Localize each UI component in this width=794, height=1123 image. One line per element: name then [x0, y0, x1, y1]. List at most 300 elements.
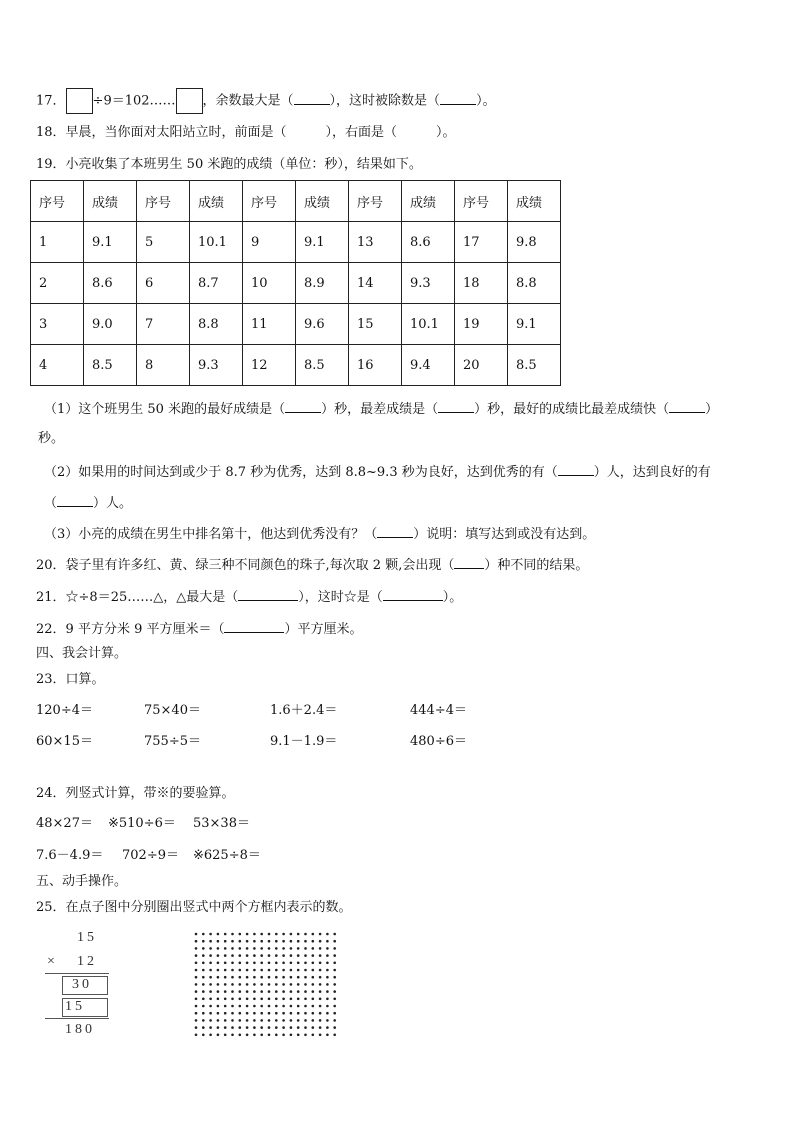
grid-dot: [275, 1012, 278, 1015]
grid-dot: [268, 998, 271, 1001]
grid-dot: [209, 1034, 212, 1037]
grid-dot: [202, 933, 205, 936]
grid-dot: [333, 990, 336, 993]
table-cell: 8.9: [296, 263, 349, 304]
table-cell: 8: [137, 345, 190, 386]
grid-dot: [304, 962, 307, 965]
grid-dot: [260, 976, 263, 979]
q24-item-5: 702÷9＝: [122, 848, 179, 863]
grid-dot: [275, 940, 278, 943]
grid-dot: [290, 1026, 293, 1029]
blank-excellent-count[interactable]: [558, 463, 594, 476]
grid-dot: [268, 940, 271, 943]
table-cell: 10.1: [190, 222, 243, 263]
grid-dot: [297, 1005, 300, 1008]
grid-dot: [195, 933, 198, 936]
grid-dot: [275, 954, 278, 957]
grid-dot: [312, 990, 315, 993]
grid-dot: [202, 1026, 205, 1029]
grid-dot: [290, 940, 293, 943]
table-header-cell: 序号: [137, 181, 190, 222]
grid-dot: [268, 933, 271, 936]
grid-dot: [282, 976, 285, 979]
blank-max-remainder[interactable]: [294, 92, 330, 105]
grid-dot: [304, 933, 307, 936]
calc-multiplier: 12: [77, 954, 97, 969]
grid-dot: [326, 940, 329, 943]
grid-dot: [319, 954, 322, 957]
grid-dot: [326, 969, 329, 972]
table-cell: 8.5: [84, 345, 137, 386]
q20-text-a: 20．袋子里有许多红、黄、绿三种不同颜色的珠子,每次取 2 颗,会出现（: [36, 558, 455, 573]
grid-dot: [319, 976, 322, 979]
grid-dot: [253, 1034, 256, 1037]
grid-dot: [268, 954, 271, 957]
grid-dot: [290, 969, 293, 972]
grid-dot: [253, 933, 256, 936]
blank-good-count[interactable]: [57, 494, 93, 507]
grid-dot: [239, 954, 242, 957]
multiply-sign: ×: [47, 954, 55, 969]
q22-text-a: 22．9 平方分米 9 平方厘米＝（: [36, 622, 225, 637]
grid-dot: [297, 983, 300, 986]
calc-rule-2: [45, 1018, 109, 1019]
grid-dot: [282, 1019, 285, 1022]
grid-dot: [253, 1019, 256, 1022]
grid-dot: [231, 933, 234, 936]
grid-dot: [224, 969, 227, 972]
q19-sub2-cont: [44, 494, 132, 512]
grid-dot: [217, 1012, 220, 1015]
q19-sub1-text-b: ）秒，最差成绩是（: [321, 402, 439, 417]
grid-dot: [195, 1034, 198, 1037]
q19-sub2-text-d: ）人。: [93, 496, 133, 511]
q23-item-7: 9.1－1.9＝: [270, 734, 338, 749]
grid-dot: [253, 1012, 256, 1015]
table-cell: 10.1: [402, 304, 455, 345]
grid-dot: [217, 990, 220, 993]
grid-dot: [195, 962, 198, 965]
grid-dot: [297, 998, 300, 1001]
grid-dot: [282, 962, 285, 965]
grid-dot: [195, 947, 198, 950]
grid-dot: [319, 1019, 322, 1022]
grid-dot: [195, 990, 198, 993]
question-19: 19．小亮收集了本班男生 50 米跑的成绩（单位：秒），结果如下。: [36, 157, 422, 172]
grid-dot: [202, 1005, 205, 1008]
grid-dot: [282, 1012, 285, 1015]
answer-box-remainder[interactable]: [176, 88, 203, 114]
q17-expression: ÷9＝102……: [92, 93, 176, 109]
table-header-cell: 成绩: [402, 181, 455, 222]
grid-dot: [275, 933, 278, 936]
section-5-heading: 五、动手操作。: [36, 874, 128, 889]
grid-dot: [297, 947, 300, 950]
grid-dot: [209, 947, 212, 950]
grid-dot: [195, 954, 198, 957]
table-row: [31, 222, 561, 263]
table-cell: 12: [243, 345, 296, 386]
grid-dot: [239, 1019, 242, 1022]
grid-dot: [195, 1012, 198, 1015]
grid-dot: [246, 1034, 249, 1037]
grid-dot: [290, 933, 293, 936]
blank-worst-score[interactable]: [438, 400, 474, 413]
grid-dot: [260, 1005, 263, 1008]
grid-dot: [209, 1019, 212, 1022]
grid-dot: [260, 998, 263, 1001]
table-cell: 5: [137, 222, 190, 263]
grid-dot: [231, 969, 234, 972]
q20-text-b: ）种不同的结果。: [484, 558, 589, 573]
grid-dot: [304, 990, 307, 993]
grid-dot: [333, 1034, 336, 1037]
grid-dot: [260, 1034, 263, 1037]
grid-dot: [312, 1019, 315, 1022]
grid-dot: [224, 983, 227, 986]
grid-dot: [246, 954, 249, 957]
table-cell: 9.4: [402, 345, 455, 386]
grid-dot: [268, 1012, 271, 1015]
q23-item-4: 444÷4＝: [410, 703, 467, 718]
grid-dot: [319, 962, 322, 965]
grid-dot: [297, 940, 300, 943]
q17-text-c: ）。: [476, 93, 496, 109]
grid-dot: [202, 983, 205, 986]
calc-partial-1: 30: [72, 977, 92, 992]
table-cell: 8.5: [508, 345, 561, 386]
grid-dot: [312, 1034, 315, 1037]
grid-dot: [195, 1026, 198, 1029]
blank-difference[interactable]: [669, 400, 705, 413]
grid-dot: [312, 976, 315, 979]
q19-sub1-text-a: （1）这个班男生 50 米跑的最好成绩是（: [44, 402, 286, 417]
table-cell: 8.7: [190, 263, 243, 304]
q19-sub3-text-a: （3）小亮的成绩在男生中排名第十，他达到优秀没有？（: [44, 527, 378, 542]
table-row: [31, 345, 561, 386]
grid-dot: [290, 1034, 293, 1037]
grid-dot: [253, 940, 256, 943]
grid-dot: [239, 1026, 242, 1029]
grid-dot: [304, 1026, 307, 1029]
grid-dot: [217, 940, 220, 943]
grid-dot: [268, 983, 271, 986]
q19-sub2-text-c: （: [44, 496, 58, 511]
q23-item-5: 60×15＝: [36, 734, 93, 749]
grid-dot: [260, 1019, 263, 1022]
grid-dot: [333, 976, 336, 979]
grid-dot: [246, 983, 249, 986]
grid-dot: [209, 990, 212, 993]
grid-dot: [282, 954, 285, 957]
grid-dot: [231, 954, 234, 957]
q21-text-b: ），这时☆是（: [298, 590, 383, 605]
grid-dot: [231, 947, 234, 950]
grid-dot: [268, 969, 271, 972]
grid-dot: [260, 983, 263, 986]
grid-dot: [319, 1026, 322, 1029]
grid-dot: [217, 933, 220, 936]
grid-dot: [333, 1005, 336, 1008]
grid-dot: [209, 983, 212, 986]
grid-dot: [209, 940, 212, 943]
question-22: [36, 620, 363, 638]
grid-dot: [231, 1012, 234, 1015]
grid-dot: [282, 969, 285, 972]
grid-dot: [260, 933, 263, 936]
grid-dot: [224, 998, 227, 1001]
table-cell: 17: [455, 222, 508, 263]
grid-dot: [312, 947, 315, 950]
table-cell: 14: [349, 263, 402, 304]
grid-dot: [333, 1026, 336, 1029]
grid-dot: [231, 1026, 234, 1029]
grid-dot: [326, 1005, 329, 1008]
table-header-cell: 序号: [349, 181, 402, 222]
q24-item-4: 7.6－4.9＝: [36, 848, 104, 863]
table-header-cell: 成绩: [190, 181, 243, 222]
section-4-heading: 四、我会计算。: [36, 646, 128, 661]
grid-dot: [217, 954, 220, 957]
grid-dot: [195, 976, 198, 979]
grid-dot: [304, 947, 307, 950]
blank-dividend[interactable]: [440, 92, 476, 105]
grid-dot: [319, 969, 322, 972]
grid-dot: [333, 969, 336, 972]
grid-dot: [312, 1026, 315, 1029]
table-cell: 8.8: [508, 263, 561, 304]
grid-dot: [282, 998, 285, 1001]
grid-dot: [202, 998, 205, 1001]
grid-dot: [312, 1005, 315, 1008]
grid-dot: [224, 947, 227, 950]
grid-dot: [304, 998, 307, 1001]
table-cell: 9.8: [508, 222, 561, 263]
grid-dot: [231, 1019, 234, 1022]
grid-dot: [290, 1019, 293, 1022]
grid-dot: [209, 962, 212, 965]
grid-dot: [333, 998, 336, 1001]
grid-dot: [312, 933, 315, 936]
grid-dot: [260, 940, 263, 943]
question-17: [36, 88, 496, 114]
calc-top-number: 15: [77, 930, 97, 945]
grid-dot: [253, 969, 256, 972]
q19-sub3: [44, 525, 595, 543]
grid-dot: [224, 1005, 227, 1008]
grid-dot: [224, 990, 227, 993]
grid-dot: [319, 983, 322, 986]
grid-dot: [239, 1012, 242, 1015]
q19-sub3-text-b: ）说明：填写达到或没有达到。: [413, 527, 596, 542]
grid-dot: [209, 954, 212, 957]
grid-dot: [312, 983, 315, 986]
table-cell: 13: [349, 222, 402, 263]
grid-dot: [297, 969, 300, 972]
calc-partial-2: 15: [65, 999, 85, 1014]
table-cell: 8.6: [402, 222, 455, 263]
grid-dot: [231, 983, 234, 986]
grid-dot: [260, 947, 263, 950]
question-18: 18．早晨，当你面对太阳站立时，前面是（ ），右面是（ ）。: [36, 125, 456, 140]
blank-star[interactable]: [383, 588, 443, 601]
grid-dot: [282, 983, 285, 986]
grid-dot: [202, 990, 205, 993]
grid-dot: [217, 1005, 220, 1008]
q23-item-3: 1.6＋2.4＝: [270, 703, 338, 718]
grid-dot: [275, 983, 278, 986]
grid-dot: [209, 976, 212, 979]
grid-dot: [246, 976, 249, 979]
q17-text-b: ），这时被除数是（: [329, 93, 441, 109]
blank-square-cm[interactable]: [224, 620, 284, 633]
grid-dot: [268, 990, 271, 993]
blank-reached-excellent[interactable]: [377, 525, 413, 538]
grid-dot: [195, 940, 198, 943]
blank-max-triangle[interactable]: [238, 588, 298, 601]
grid-dot: [275, 969, 278, 972]
grid-dot: [275, 1005, 278, 1008]
grid-dot: [297, 1026, 300, 1029]
grid-dot: [217, 1034, 220, 1037]
grid-dot: [326, 1012, 329, 1015]
grid-dot: [239, 969, 242, 972]
grid-dot: [275, 998, 278, 1001]
grid-dot: [304, 940, 307, 943]
grid-dot: [275, 947, 278, 950]
question-25-title: 25．在点子图中分别圈出竖式中两个方框内表示的数。: [36, 900, 352, 915]
grid-dot: [268, 976, 271, 979]
grid-dot: [195, 983, 198, 986]
grid-dot: [239, 1005, 242, 1008]
scores-table: [30, 180, 561, 386]
grid-dot: [239, 1034, 242, 1037]
table-header-row: [31, 181, 561, 222]
grid-dot: [297, 976, 300, 979]
grid-dot: [326, 998, 329, 1001]
grid-dot: [209, 933, 212, 936]
grid-dot: [217, 947, 220, 950]
grid-dot: [231, 976, 234, 979]
grid-dot: [217, 998, 220, 1001]
grid-dot: [297, 954, 300, 957]
grid-dot: [217, 969, 220, 972]
question-21: [36, 588, 462, 606]
grid-dot: [312, 954, 315, 957]
grid-dot: [231, 1005, 234, 1008]
grid-dot: [297, 933, 300, 936]
q17-number: 17．: [36, 93, 66, 109]
table-header-cell: 成绩: [508, 181, 561, 222]
grid-dot: [333, 933, 336, 936]
grid-dot: [326, 933, 329, 936]
table-cell: 8.6: [84, 263, 137, 304]
grid-dot: [195, 1005, 198, 1008]
grid-dot: [290, 1012, 293, 1015]
q17-text-a: ，余数最大是（: [202, 93, 294, 109]
grid-dot: [333, 1019, 336, 1022]
table-cell: 9.3: [402, 263, 455, 304]
grid-dot: [224, 976, 227, 979]
grid-dot: [333, 1012, 336, 1015]
grid-dot: [260, 954, 263, 957]
grid-dot: [209, 969, 212, 972]
table-cell: 3: [31, 304, 84, 345]
grid-dot: [304, 983, 307, 986]
grid-dot: [282, 1034, 285, 1037]
grid-dot: [246, 969, 249, 972]
grid-dot: [253, 947, 256, 950]
table-cell: 9.1: [296, 222, 349, 263]
grid-dot: [333, 947, 336, 950]
grid-dot: [312, 962, 315, 965]
q21-text-c: ）。: [442, 590, 463, 605]
grid-dot: [290, 1005, 293, 1008]
grid-dot: [312, 969, 315, 972]
grid-dot: [275, 962, 278, 965]
answer-box-dividend[interactable]: [66, 88, 93, 114]
grid-dot: [231, 990, 234, 993]
grid-dot: [290, 976, 293, 979]
grid-dot: [202, 1034, 205, 1037]
table-cell: 9.3: [190, 345, 243, 386]
grid-dot: [312, 1012, 315, 1015]
grid-dot: [326, 983, 329, 986]
grid-dot: [253, 998, 256, 1001]
grid-dot: [246, 1019, 249, 1022]
blank-best-score[interactable]: [285, 400, 321, 413]
grid-dot: [319, 998, 322, 1001]
table-cell: 9.6: [296, 304, 349, 345]
q19-sub1: [44, 400, 718, 418]
grid-dot: [312, 940, 315, 943]
grid-dot: [282, 1026, 285, 1029]
grid-dot: [319, 947, 322, 950]
q19-sub1-text-c: ）秒，最好的成绩比最差成绩快（: [474, 402, 670, 417]
grid-dot: [231, 998, 234, 1001]
grid-dot: [239, 976, 242, 979]
grid-dot: [202, 969, 205, 972]
grid-dot: [290, 947, 293, 950]
table-cell: 9.1: [84, 222, 137, 263]
q19-sub1-unit: 秒。: [38, 431, 65, 446]
grid-dot: [297, 1019, 300, 1022]
grid-dot: [202, 954, 205, 957]
q22-text-b: ）平方厘米。: [284, 622, 363, 637]
grid-dot: [326, 976, 329, 979]
table-cell: 18: [455, 263, 508, 304]
grid-dot: [209, 998, 212, 1001]
grid-dot: [239, 998, 242, 1001]
grid-dot: [275, 1034, 278, 1037]
grid-dot: [304, 976, 307, 979]
grid-dot: [290, 990, 293, 993]
q19-sub2-text-a: （2）如果用的时间达到或少于 8.7 秒为优秀，达到 8.8~9.3 秒为良好，达到优秀的有（: [44, 465, 558, 480]
table-cell: 10: [243, 263, 296, 304]
grid-dot: [246, 990, 249, 993]
blank-result-count[interactable]: [454, 556, 484, 569]
grid-dot: [297, 1034, 300, 1037]
question-24-title: 24．列竖式计算，带※的要验算。: [36, 786, 235, 801]
q19-sub1-text-d: ）: [705, 402, 719, 417]
grid-dot: [209, 1026, 212, 1029]
grid-dot: [297, 990, 300, 993]
grid-dot: [304, 954, 307, 957]
grid-dot: [297, 962, 300, 965]
dot-grid[interactable]: [192, 930, 340, 1040]
grid-dot: [333, 940, 336, 943]
grid-dot: [246, 1026, 249, 1029]
